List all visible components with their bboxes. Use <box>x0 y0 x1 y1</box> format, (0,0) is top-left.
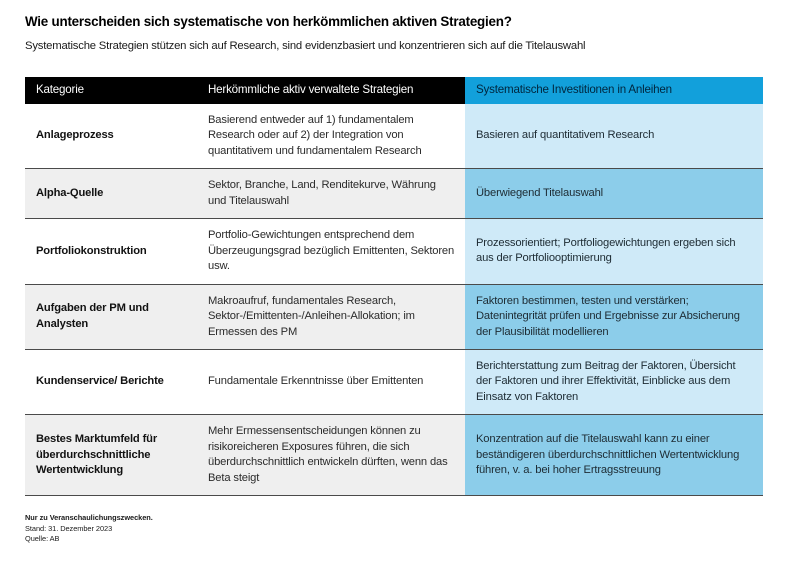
footnote-disclaimer: Nur zu Veranschaulichungszwecken. <box>25 513 153 522</box>
comparison-table <box>25 77 763 496</box>
headline-block <box>25 14 765 53</box>
column-header-systematic: Systematische Investitionen in Anleihen <box>465 77 763 104</box>
table-body <box>25 104 763 496</box>
cell-category: Alpha-Quelle <box>25 169 197 219</box>
page-title: Wie unterscheiden sich systematische von herkömmlichen aktiven Strategien? <box>25 14 512 29</box>
cell-systematic: Konzentration auf die Titelauswahl kann zu einer beständigeren überdurchschnittlichen Wertentwicklung führen, v. a. bei hoher Ertragsstreuung <box>465 415 763 496</box>
cell-category: Aufgaben der PM und Analysten <box>25 284 197 349</box>
cell-traditional: Mehr Ermessensentscheidungen können zu risikoreicheren Exposures führen, die sich überdurchschnittlich entwickeln dürften, wenn das Beta steigt <box>197 415 465 496</box>
table-header <box>25 77 763 104</box>
cell-category: Bestes Marktumfeld für überdurchschnittliche Wertentwicklung <box>25 415 197 496</box>
cell-traditional: Makroaufruf, fundamentales Research, Sektor-/Emittenten-/Anleihen-Allokation; im Ermessen des PM <box>197 284 465 349</box>
table-row <box>25 284 763 349</box>
table-row <box>25 104 763 169</box>
cell-traditional: Portfolio-Gewichtungen entsprechend dem Überzeugungsgrad bezüglich Emittenten, Sektoren usw. <box>197 219 465 284</box>
footnote-source: Quelle: AB <box>25 534 60 544</box>
cell-category: Portfoliokonstruktion <box>25 219 197 284</box>
cell-systematic: Überwiegend Titelauswahl <box>465 169 763 219</box>
cell-traditional: Fundamentale Erkenntnisse über Emittenten <box>197 349 465 414</box>
table-row <box>25 415 763 496</box>
cell-systematic: Faktoren bestimmen, testen und verstärken; Datenintegrität prüfen und Ergebnisse zur Absicherung der Plausibilität modellieren <box>465 284 763 349</box>
page-subtitle: Systematische Strategien stützen sich auf Research, sind evidenzbasiert und konzentrieren sich auf die Titelauswahl <box>25 39 586 52</box>
cell-systematic: Prozessorientiert; Portfoliogewichtungen ergeben sich aus der Portfoliooptimierung <box>465 219 763 284</box>
table-header-row <box>25 77 763 104</box>
column-header-traditional: Herkömmliche aktiv verwaltete Strategien <box>197 77 465 104</box>
table-row <box>25 169 763 219</box>
comparison-table-wrapper <box>25 77 763 496</box>
table-row <box>25 219 763 284</box>
cell-category: Anlageprozess <box>25 104 197 169</box>
footnote-block <box>25 513 153 545</box>
cell-traditional: Sektor, Branche, Land, Renditekurve, Währung und Titelauswahl <box>197 169 465 219</box>
cell-systematic: Basieren auf quantitativem Research <box>465 104 763 169</box>
footnote-as-of: Stand: 31. Dezember 2023 <box>25 523 113 533</box>
cell-traditional: Basierend entweder auf 1) fundamentalem Research oder auf 2) der Integration von quantitativem und fundamentalem Research <box>197 104 465 169</box>
column-header-category: Kategorie <box>25 77 197 104</box>
table-row <box>25 349 763 414</box>
cell-category: Kundenservice/ Berichte <box>25 349 197 414</box>
cell-systematic: Berichterstattung zum Beitrag der Faktoren, Übersicht der Faktoren und ihrer Effektivität, Einblicke aus dem Einsatz von Faktoren <box>465 349 763 414</box>
